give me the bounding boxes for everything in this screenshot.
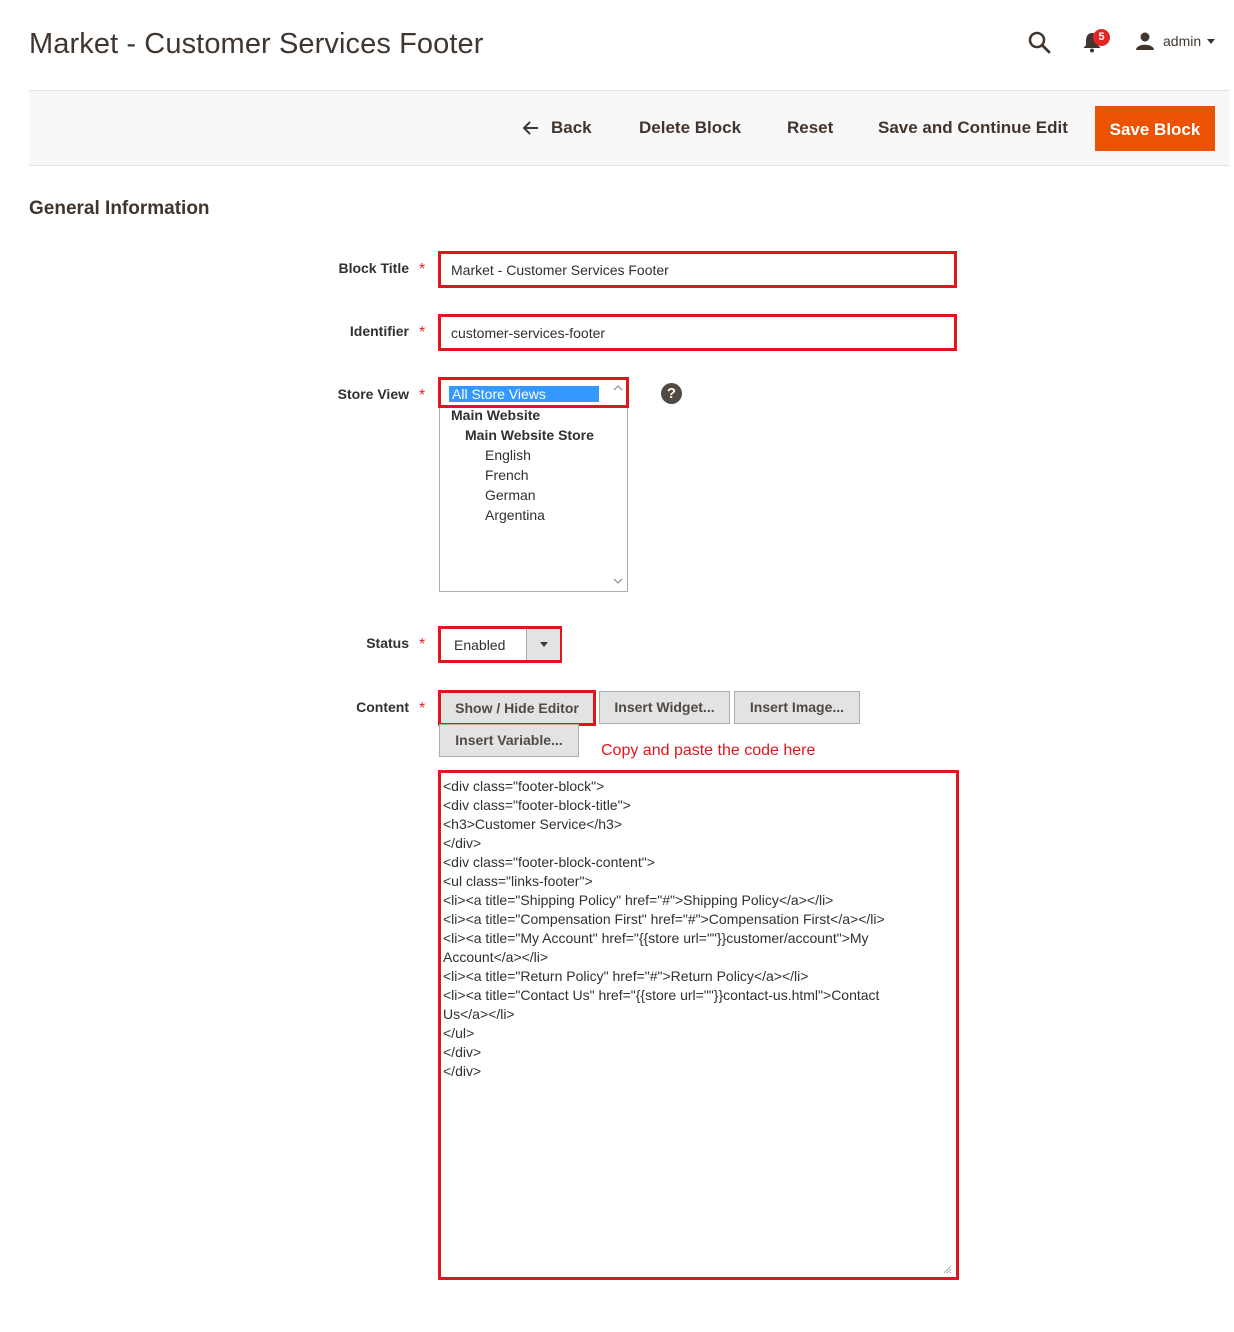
chevron-down-icon	[540, 642, 548, 647]
code-line: </div>	[443, 1044, 482, 1060]
user-name: admin	[1163, 33, 1202, 49]
required-mark: *	[419, 387, 426, 404]
delete-block-button[interactable]: Delete Block	[639, 105, 741, 151]
reset-button[interactable]: Reset	[787, 105, 833, 151]
store-option-store[interactable]: Main Website Store	[465, 427, 594, 443]
status-value: Enabled	[454, 637, 506, 653]
code-line: <div class="footer-block">	[443, 778, 605, 794]
chevron-down-icon	[1207, 39, 1215, 44]
required-mark: *	[419, 700, 426, 717]
user-menu[interactable]	[1135, 31, 1215, 51]
back-button[interactable]	[523, 105, 592, 151]
code-line: <li><a title="Compensation First" href="#">Compensation First</a></li>	[443, 911, 885, 927]
status-label: Status	[366, 635, 409, 651]
status-dropdown-toggle[interactable]	[526, 629, 560, 660]
required-mark: *	[419, 261, 426, 278]
identifier-label: Identifier	[349, 323, 409, 339]
block-title-input[interactable]: Market - Customer Services Footer	[438, 251, 957, 288]
show-hide-editor-button[interactable]: Show / Hide Editor	[438, 690, 596, 726]
store-view-label: Store View	[337, 386, 409, 402]
store-view-multiselect[interactable]	[439, 378, 628, 592]
code-line: <li><a title="Return Policy" href="#">Return Policy</a></li>	[443, 968, 809, 984]
annotation-note: Copy and paste the code here	[601, 742, 816, 759]
store-option-website[interactable]: Main Website	[451, 407, 541, 423]
back-label: Back	[551, 118, 592, 137]
code-line: </div>	[443, 1063, 482, 1079]
search-icon[interactable]	[1027, 30, 1051, 54]
store-option-french[interactable]: French	[485, 467, 529, 483]
code-line: <ul class="links-footer">	[443, 873, 593, 889]
save-and-continue-button[interactable]: Save and Continue Edit	[878, 105, 1068, 151]
insert-widget-button[interactable]: Insert Widget...	[599, 691, 730, 724]
scroll-up-icon[interactable]	[611, 382, 625, 394]
insert-image-button[interactable]: Insert Image...	[734, 691, 860, 724]
code-line: Account</a></li>	[443, 949, 549, 965]
code-line: <h3>Customer Service</h3>	[443, 816, 622, 832]
store-option-german[interactable]: German	[485, 487, 536, 503]
content-label: Content	[356, 699, 409, 715]
page-title: Market - Customer Services Footer	[29, 28, 484, 60]
scroll-down-icon[interactable]	[611, 575, 625, 587]
code-line: <div class="footer-block-content">	[443, 854, 655, 870]
code-line: </div>	[443, 835, 482, 851]
code-line: <li><a title="My Account" href="{{store url=""}}customer/account">My	[443, 930, 869, 946]
code-line: </ul>	[443, 1025, 475, 1041]
code-line: <div class="footer-block-title">	[443, 797, 631, 813]
section-title: General Information	[29, 198, 210, 219]
identifier-input[interactable]: customer-services-footer	[438, 314, 957, 351]
notification-count-badge[interactable]: 5	[1093, 29, 1110, 46]
resize-handle-icon[interactable]	[942, 1264, 952, 1274]
store-option-all[interactable]: All Store Views	[449, 386, 599, 402]
store-option-argentina[interactable]: Argentina	[485, 507, 545, 523]
code-line: Us</a></li>	[443, 1006, 515, 1022]
page-actions-toolbar	[29, 90, 1230, 166]
arrow-left-icon	[523, 121, 539, 135]
insert-variable-button[interactable]: Insert Variable...	[439, 724, 579, 757]
store-view-highlight	[438, 377, 629, 408]
block-title-label: Block Title	[338, 260, 409, 276]
code-line: <li><a title="Contact Us" href="{{store url=""}}contact-us.html">Contact	[443, 987, 880, 1003]
store-option-english[interactable]: English	[485, 447, 531, 463]
required-mark: *	[419, 324, 426, 341]
help-icon[interactable]: ?	[661, 383, 682, 404]
content-textarea[interactable]	[438, 770, 959, 1280]
status-select[interactable]	[438, 626, 562, 663]
required-mark: *	[419, 636, 426, 653]
save-block-button[interactable]: Save Block	[1095, 106, 1215, 151]
user-icon	[1135, 32, 1155, 50]
code-line: <li><a title="Shipping Policy" href="#">Shipping Policy</a></li>	[443, 892, 834, 908]
